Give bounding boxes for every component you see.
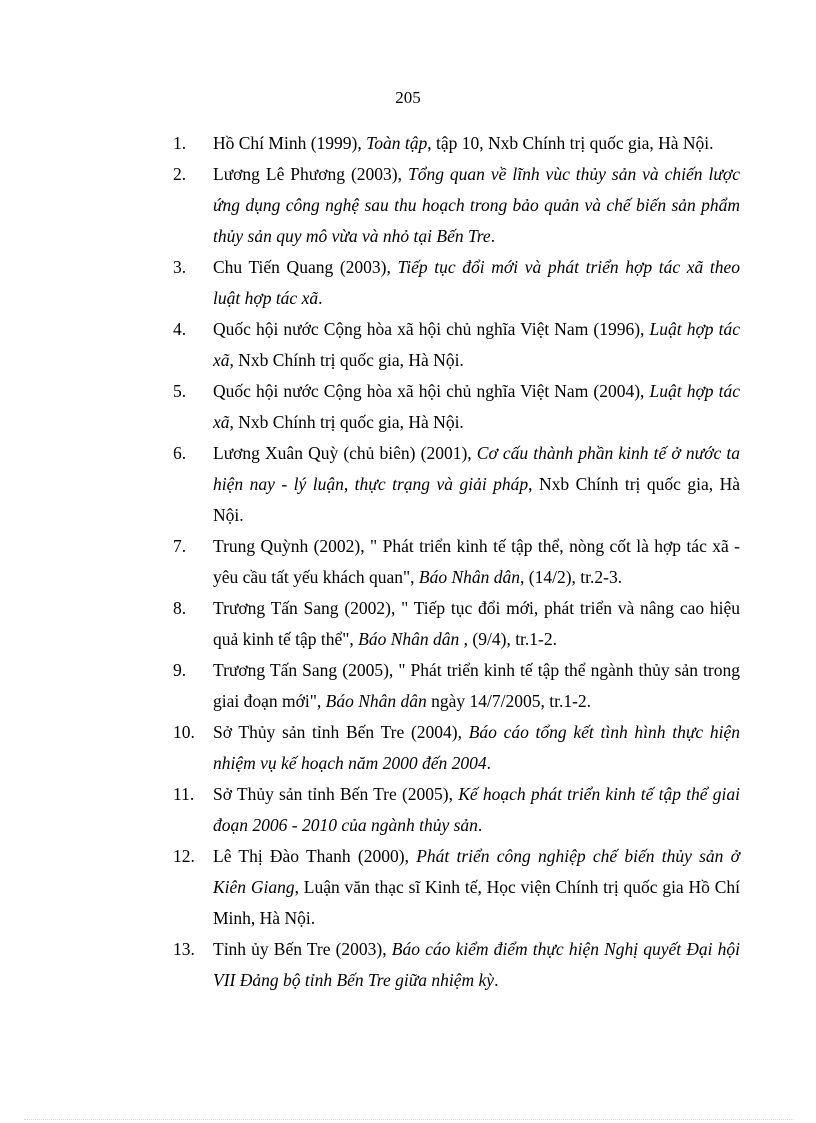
reference-text: Trương Tấn Sang (2005), " Phát triển kinh tế tập thể ngành thủy sản trong giai đoạn mới", (213, 660, 740, 711)
reference-number: 4. (173, 319, 187, 339)
reference-text: , Nxb Chính trị quốc gia, Hà Nội. (213, 474, 740, 525)
reference-item (136, 655, 740, 717)
reference-title: Luật hợp tác xã (213, 381, 740, 432)
reference-title: Toàn tập (366, 133, 428, 153)
reference-item (136, 593, 740, 655)
reference-item (136, 531, 740, 593)
reference-text: , (9/4), tr.1-2. (459, 629, 557, 649)
reference-text: Lê Thị Đào Thanh (2000), (213, 846, 417, 866)
reference-number: 3. (173, 257, 187, 277)
reference-title: Báo Nhân dân (418, 567, 521, 587)
reference-item (136, 934, 740, 996)
reference-title: Báo cáo tổng kết tình hình thực hiện nhiệm vụ kế hoạch năm 2000 đến 2004 (213, 722, 740, 773)
reference-text: . (318, 288, 323, 308)
reference-text: , Nxb Chính trị quốc gia, Hà Nội. (229, 412, 464, 432)
page-number: 205 (395, 88, 421, 107)
reference-title: Luật hợp tác xã (213, 319, 740, 370)
reference-item (136, 376, 740, 438)
reference-text: Sở Thủy sản tỉnh Bến Tre (2005), (213, 784, 459, 804)
reference-number: 11. (173, 784, 195, 804)
reference-text: Lương Lê Phương (2003), (213, 164, 408, 184)
reference-text: . (490, 226, 496, 246)
page-bottom-divider (24, 1119, 794, 1120)
reference-list (136, 128, 740, 996)
reference-text: Tỉnh ủy Bến Tre (2003), (213, 939, 392, 959)
reference-item (136, 438, 740, 531)
reference-text: Trung Quỳnh (2002), " Phát triển kinh tế tập thể, nòng cốt là hợp tác xã - yêu cầu tất yếu khách quan", (213, 536, 740, 587)
reference-title: Báo Nhân dân (358, 629, 460, 649)
reference-text: . (477, 815, 483, 835)
reference-item (136, 128, 740, 159)
reference-text: Quốc hội nước Cộng hòa xã hội chủ nghĩa Việt Nam (1996), (213, 319, 650, 339)
reference-number: 12. (173, 846, 195, 866)
reference-number: 8. (173, 598, 187, 618)
reference-text: , Nxb Chính trị quốc gia, Hà Nội. (229, 350, 464, 370)
reference-text: Trương Tấn Sang (2002), " Tiếp tục đổi mới, phát triển và nâng cao hiệu quả kinh tế tập thể", (213, 598, 740, 649)
reference-number: 7. (173, 536, 187, 556)
reference-item (136, 159, 740, 252)
reference-number: 13. (173, 939, 195, 959)
reference-text: , Luận văn thạc sĩ Kinh tế, Học viện Chính trị quốc gia Hồ Chí Minh, Hà Nội. (213, 877, 740, 928)
reference-item (136, 717, 740, 779)
reference-text: . (494, 970, 499, 990)
reference-title: Báo Nhân dân (325, 691, 427, 711)
reference-item (136, 779, 740, 841)
reference-title: Tổng quan về lĩnh vùc thủy sản và chiến lược ứng dụng công nghệ sau thu hoạch trong bảo quản và chế biến sản phẩm thủy sản quy mô vừa và nhỏ tại Bến Tre (213, 164, 740, 246)
reference-text: , (14/2), tr.2-3. (520, 567, 623, 587)
reference-title: Cơ cấu thành phần kinh tế ở nước ta hiện nay - lý luận, thực trạng và giải pháp (213, 443, 740, 494)
reference-number: 10. (173, 722, 195, 742)
reference-text: , tập 10, Nxb Chính trị quốc gia, Hà Nội. (427, 133, 714, 153)
reference-text: Chu Tiến Quang (2003), (213, 257, 398, 277)
reference-number: 5. (173, 381, 187, 401)
reference-item (136, 252, 740, 314)
reference-number: 2. (173, 164, 187, 184)
reference-title: Tiếp tục đổi mới và phát triển hợp tác xã theo luật hợp tác xã (213, 257, 741, 308)
reference-item (136, 314, 740, 376)
reference-text: Sở Thủy sản tỉnh Bến Tre (2004), (213, 722, 469, 742)
reference-title: Kế hoạch phát triển kinh tế tập thể giai đoạn 2006 - 2010 của ngành thủy sản (213, 784, 740, 835)
reference-title: Báo cáo kiểm điểm thực hiện Nghị quyết Đại hội VII Đảng bộ tỉnh Bến Tre giữa nhiệm kỳ (213, 939, 741, 990)
reference-text: Lương Xuân Quỳ (chủ biên) (2001), (213, 443, 477, 463)
reference-number: 1. (173, 133, 187, 153)
reference-text: ngày 14/7/2005, tr.1-2. (426, 691, 592, 711)
reference-item (136, 841, 740, 934)
reference-title: Phát triển công nghiệp chế biến thủy sản ở Kiên Giang (213, 846, 740, 897)
reference-text: Hồ Chí Minh (1999), (213, 133, 367, 153)
reference-number: 9. (173, 660, 187, 680)
reference-text: . (486, 753, 491, 773)
reference-text: Quốc hội nước Cộng hòa xã hội chủ nghĩa Việt Nam (2004), (213, 381, 650, 401)
reference-number: 6. (173, 443, 187, 463)
